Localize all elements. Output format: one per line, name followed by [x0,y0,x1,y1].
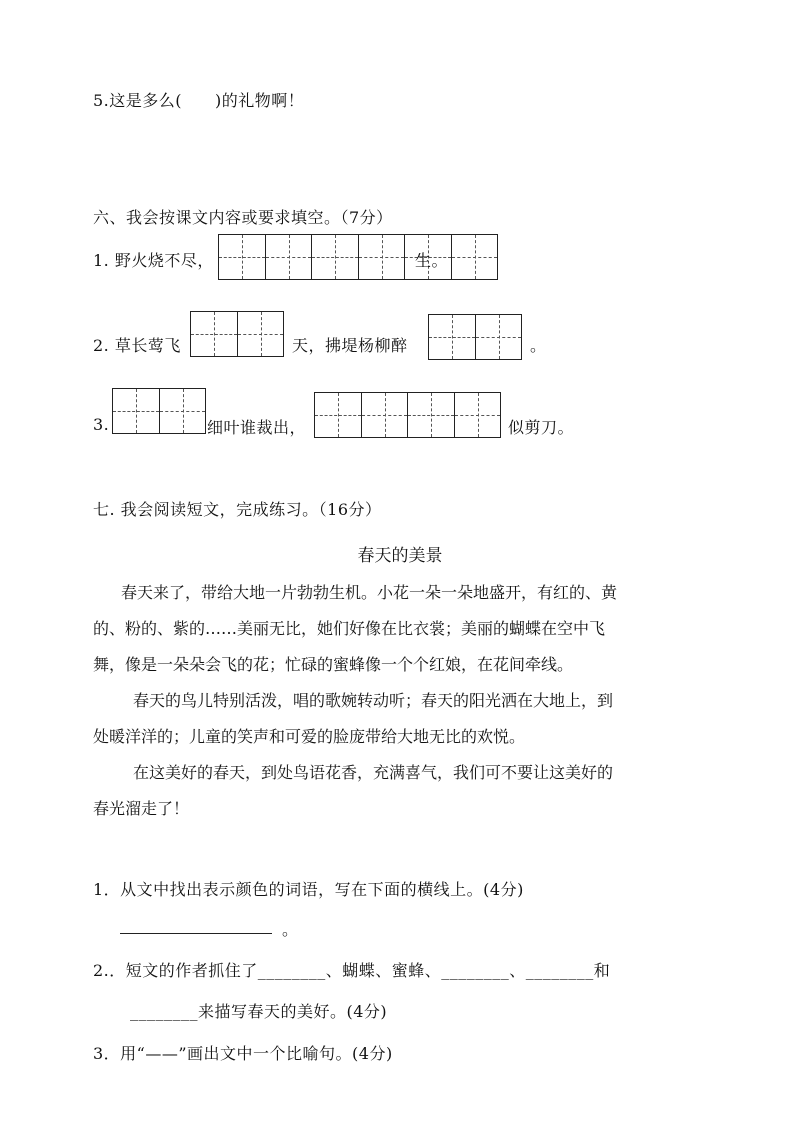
answer-line-q1[interactable] [120,933,272,934]
para-2-line-2: 处暖洋洋的；儿童的笑声和可爱的脸庞带给大地无比的欢悦。 [93,727,526,746]
question-2-line-2: ________来描写春天的美好。(4分) [130,1002,388,1021]
section-6-item-3-mid: 细叶谁裁出， [207,418,307,437]
answer-boxes-item-2b[interactable] [428,314,522,360]
question-3: 3．用“——”画出文中一个比喻句。(4分) [93,1044,393,1063]
section-6-item-1-text: 1. 野火烧不尽， [93,251,214,270]
section-6-item-2-mid: 天，拂堤杨柳醉 [292,336,408,355]
section-6-item-1-end: 生。 [415,251,449,270]
answer-boxes-item-3b[interactable] [314,392,501,438]
answer-boxes-item-1[interactable] [218,234,498,280]
para-3-line-2: 春光溜走了！ [93,799,190,818]
passage-title: 春天的美景 [357,546,443,566]
answer-boxes-item-3a[interactable] [112,388,206,434]
para-1-line-2: 的、粉的、紫的……美丽无比，她们好像在比衣裳；美丽的蝴蝶在空中飞 [93,619,606,638]
passage-body [93,575,713,827]
section-6-item-3-end: 似剪刀。 [508,418,575,437]
para-1-line-3: 舞，像是一朵朵会飞的花；忙碌的蜜蜂像一个个红娘，在花间牵线。 [93,655,574,674]
question-2-line-1: 2.．短文的作者抓住了________、蝴蝶、蜜蜂、________、________和 [93,961,611,980]
para-2-line-1: 春天的鸟儿特别活泼，唱的歌婉转动听；春天的阳光洒在大地上，到 [133,691,614,710]
question-1: 1．从文中找出表示颜色的词语，写在下面的横线上。(4分) [93,880,524,899]
question-5: 5.这是多么( )的礼物啊！ [93,91,305,110]
answer-boxes-item-2a[interactable] [190,311,284,357]
question-1-end: 。 [282,920,299,939]
section-6-item-3-number: 3. [93,415,110,434]
section-6-heading: 六、我会按课文内容或要求填空。（7分） [93,208,393,227]
section-7-heading: 七. 我会阅读短文，完成练习。（16分） [93,500,382,519]
para-1-line-1: 春天来了，带给大地一片勃勃生机。小花一朵一朵地盛开，有红的、黄 [121,583,618,602]
section-6-item-2-text: 2. 草长莺飞 [93,336,181,355]
para-3-line-1: 在这美好的春天，到处鸟语花香，充满喜气，我们可不要让这美好的 [133,763,614,782]
section-6-item-2-end: 。 [530,336,547,355]
